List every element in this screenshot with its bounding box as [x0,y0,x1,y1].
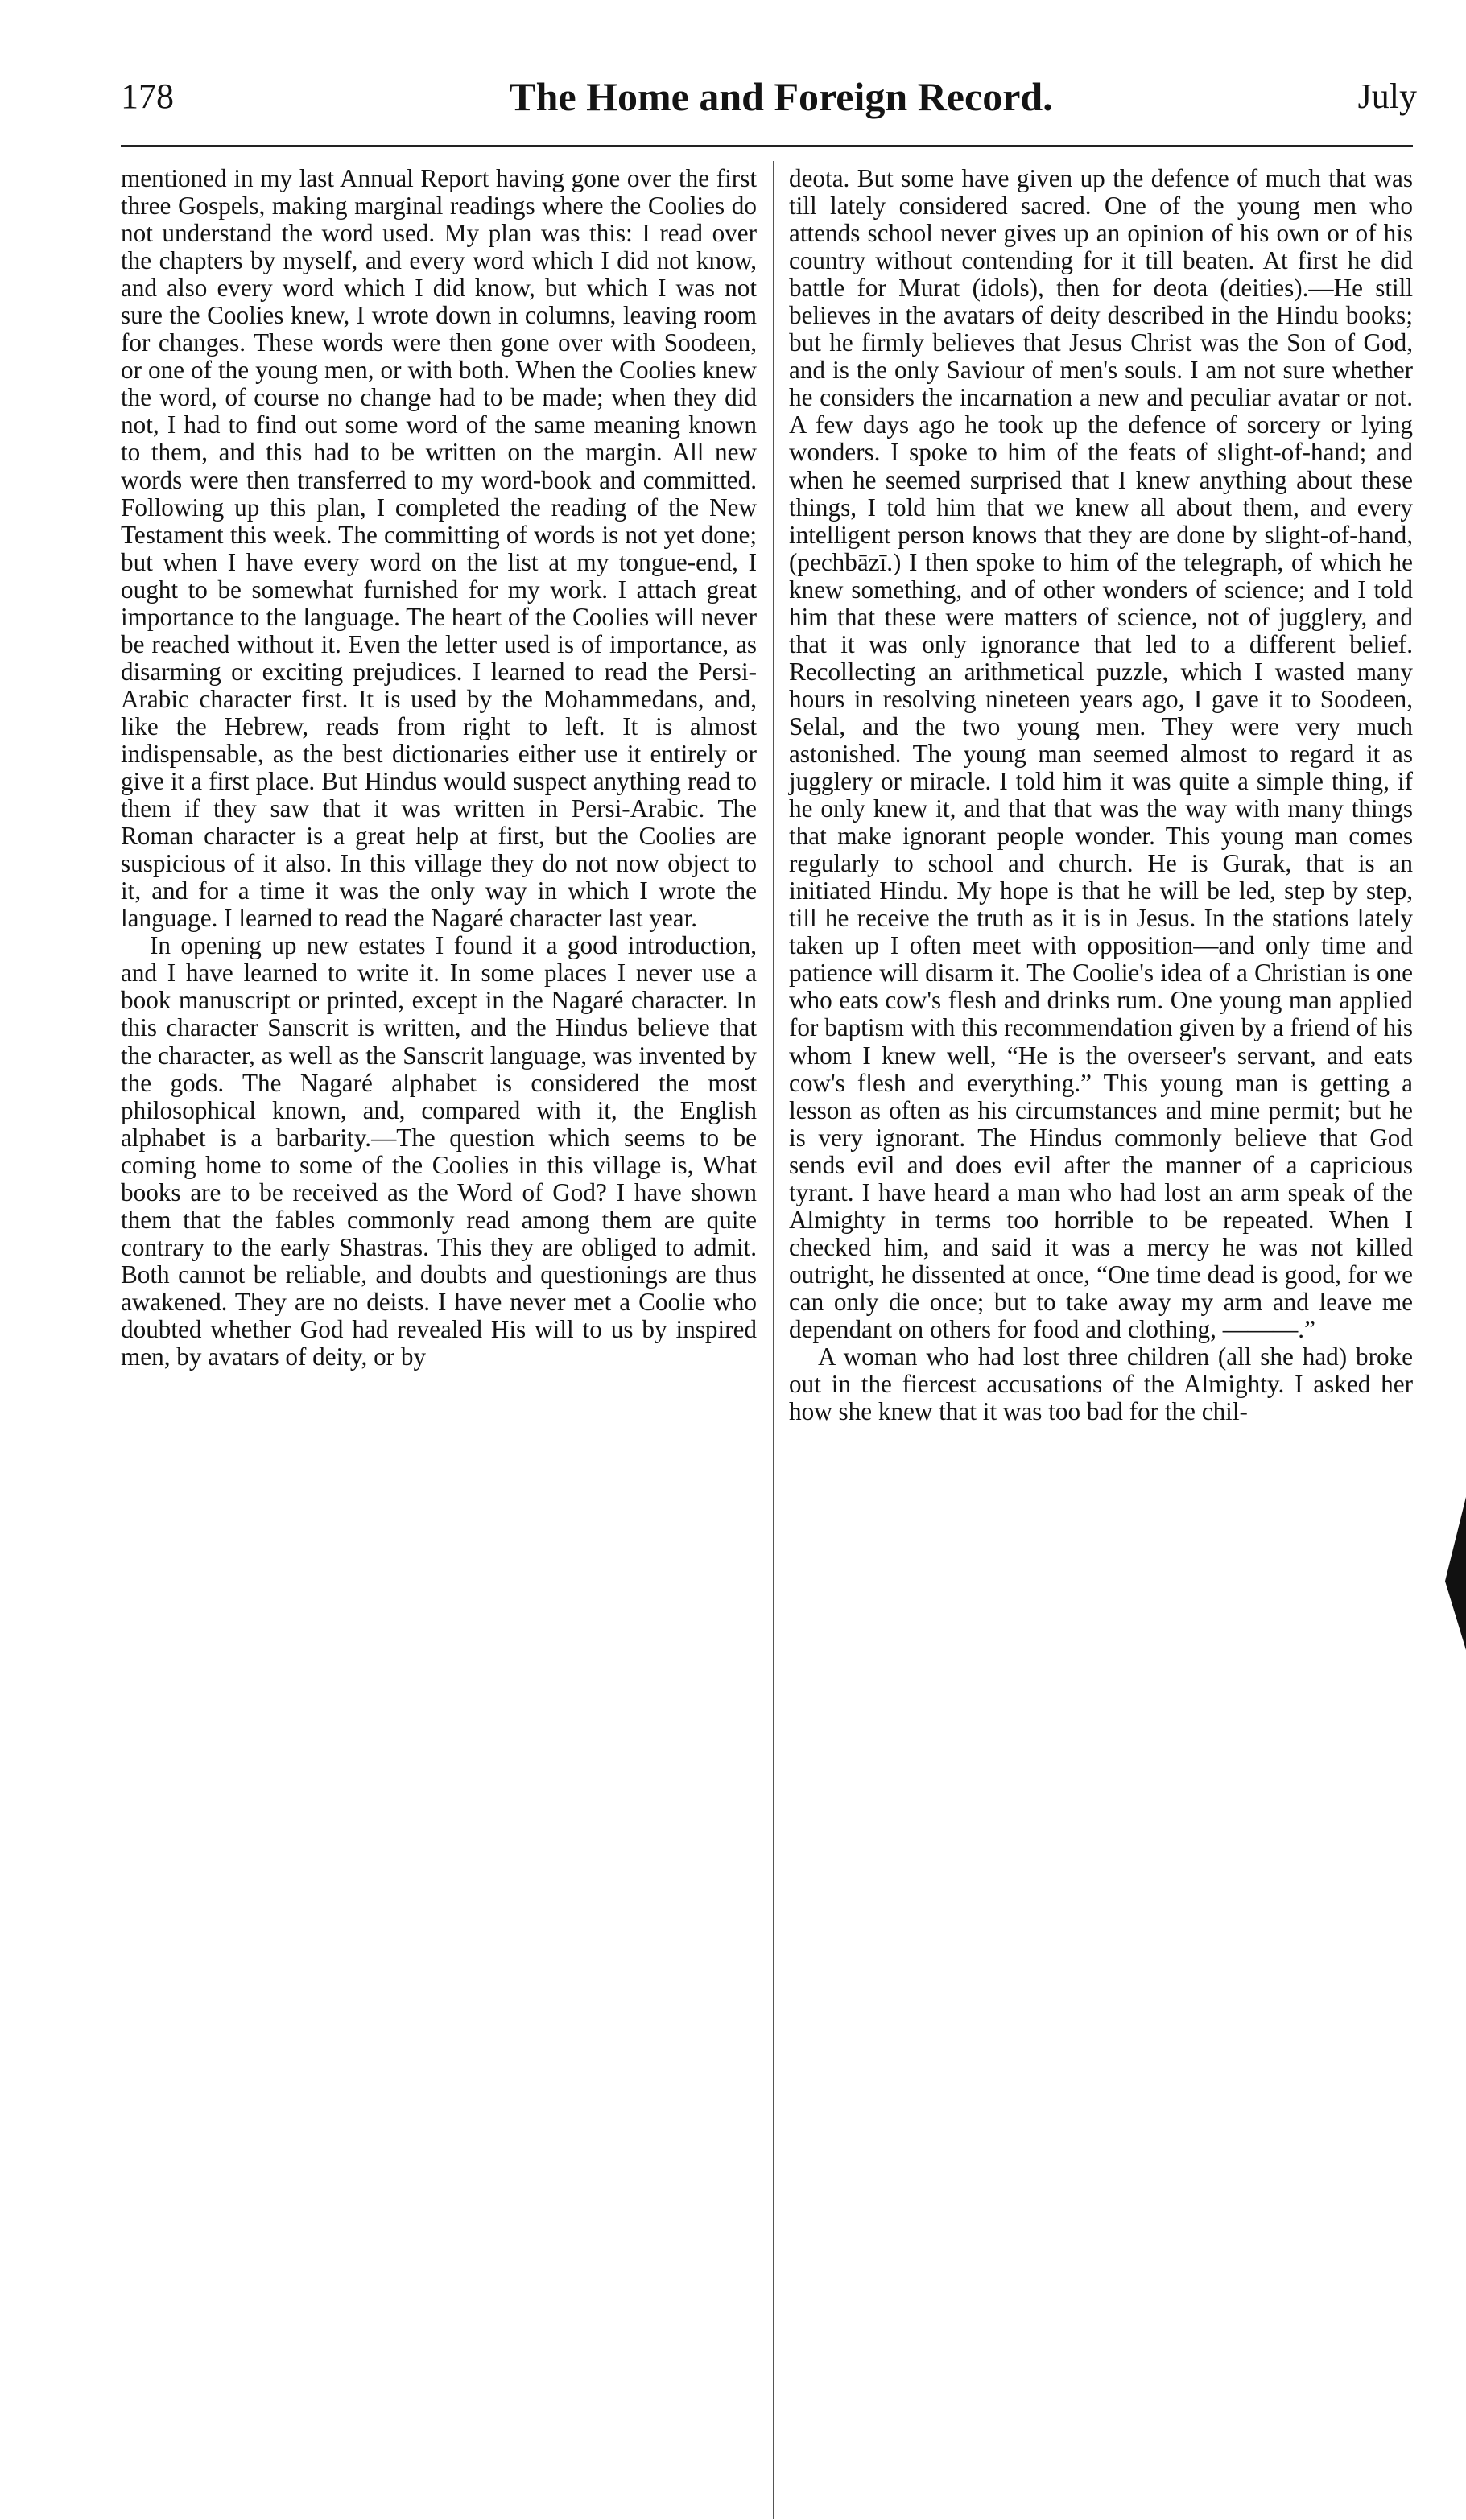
page-header [121,72,1417,137]
left-column [121,165,757,1371]
left-paragraph-1: mentioned in my last Annual Report having gone over the first three Gospels, making marginal readings where the Coolies do not understand the word used. My plan was this: I read over the chapters by myself, and every word which I did not know, and also every word which I did know, but which I was not sure the Coolies knew, I wrote down in columns, leaving room for changes. These words were then gone over with Soodeen, or one of the young men, or with both. When the Coolies knew the word, of course no change had to be made; when they did not, I had to find out some word of the same meaning known to them, and this had to be written on the margin. All new words were then transferred to my word-book and committed. Following up this plan, I completed the reading of the New Testament this week. The committing of words is not yet done; but when I have every word on the list at my tongue-end, I ought to be somewhat furnished for my work. I attach great importance to the language. The heart of the Coolies will never be reached without it. Even the letter used is of importance, as disarming or exciting prejudices. I learned to read the Persi-Arabic character first. It is used by the Mohammedans, and, like the Hebrew, reads from right to left. It is almost indispensable, as the best dictionaries either use it entirely or give it a first place. But Hindus would suspect anything read to them if they saw that it was written in Persi-Arabic. The Roman character is a great help at first, but the Coolies are suspicious of it also. In this village they do not now object to it, and for a time it was the only way in which I wrote the language. I learned to read the Nagaré character last year. [121,164,757,933]
header-rule [121,145,1413,147]
right-column [789,165,1413,1425]
issue-month: July [1357,76,1417,116]
page-number: 178 [121,76,174,116]
right-paragraph-1: deota. But some have given up the defence of much that was till lately considered sacred. One of the young men who attends school never gives up an opinion of his own or of his country without contending for it till beaten. At first he did battle for Murat (idols), then for deota (deities).—He still believes in the avatars of deity described in the Hindu books; but he firmly believes that Jesus Christ was the Son of God, and is the only Saviour of men's souls. I am not sure whether he considers the incarnation a new and peculiar avatar or not. A few days ago he took up the defence of sorcery or lying wonders. I spoke to him of the feats of slight-of-hand; and when he seemed surprised that I knew anything about these things, I told him that we knew all about them, and every intelligent person knows that they are done by slight-of-hand, (pechbāzī.) I then spoke to him of the telegraph, of which he knew something, and of other wonders of science; and I told him that these were matters of science, not of jugglery, and that it was only ignorance that led to a different belief. Recollecting an arithmetical puzzle, which I wasted many hours in resolving nineteen years ago, I gave it to Soodeen, Selal, and the two young men. They were very much astonished. The young man seemed almost to regard it as jugglery or miracle. I told him it was quite a simple thing, if he only knew it, and that that was the way with many things that make ignorant people wonder. This young man comes regularly to school and church. He is Gurak, that is an initiated Hindu. My hope is that he will be led, step by step, till he receive the truth as it is in Jesus. In the stations lately taken up I often meet with opposition—and only time and patience will disarm it. The Coolie's idea of a Christian is one who eats cow's flesh and drinks rum. One young man applied for baptism with this recommendation given by a friend of his whom I knew well, “He is the overseer's servant, and eats cow's flesh and everything.” This young man is getting a lesson as often as his circumstances and mine permit; but he is very ignorant. The Hindus commonly believe that God sends evil and does evil after the manner of a capricious tyrant. I have heard a man who had lost an arm speak of the Almighty in terms too horrible to be repeated. When I checked him, and said it was a mercy he was not killed outright, he dissented at once, “One time dead is good, for we can only die once; but to take away my arm and leave me dependant on others for food and clothing, ———.” [789,164,1413,1343]
journal-title: The Home and Foreign Record. [509,74,1053,119]
right-paragraph-2: A woman who had lost three children (all she had) broke out in the fiercest accusations of the Almighty. I asked her how she knew that it was too bad for the chil- [789,1342,1413,1426]
left-paragraph-2: In opening up new estates I found it a good introduction, and I have learned to write it. In some places I never use a book manuscript or printed, except in the Nagaré character. In this character Sanscrit is written, and the Hindus believe that the character, as well as the Sanscrit language, was invented by the gods. The Nagaré alphabet is considered the most philosophical known, and, compared with it, the English alphabet is a barbarity.—The question which seems to be coming home to some of the Coolies in this village is, What books are to be received as the Word of God? I have shown them that the fables commonly read among them are quite contrary to the early Shastras. This they are obliged to admit. Both cannot be reliable, and doubts and questionings are thus awakened. They are no deists. I have never met a Coolie who doubted whether God had revealed His will to us by inspired men, by avatars of deity, or by [121,931,757,1371]
page-edge-tab-mark [1445,1497,1466,1650]
column-divider [773,161,774,2519]
